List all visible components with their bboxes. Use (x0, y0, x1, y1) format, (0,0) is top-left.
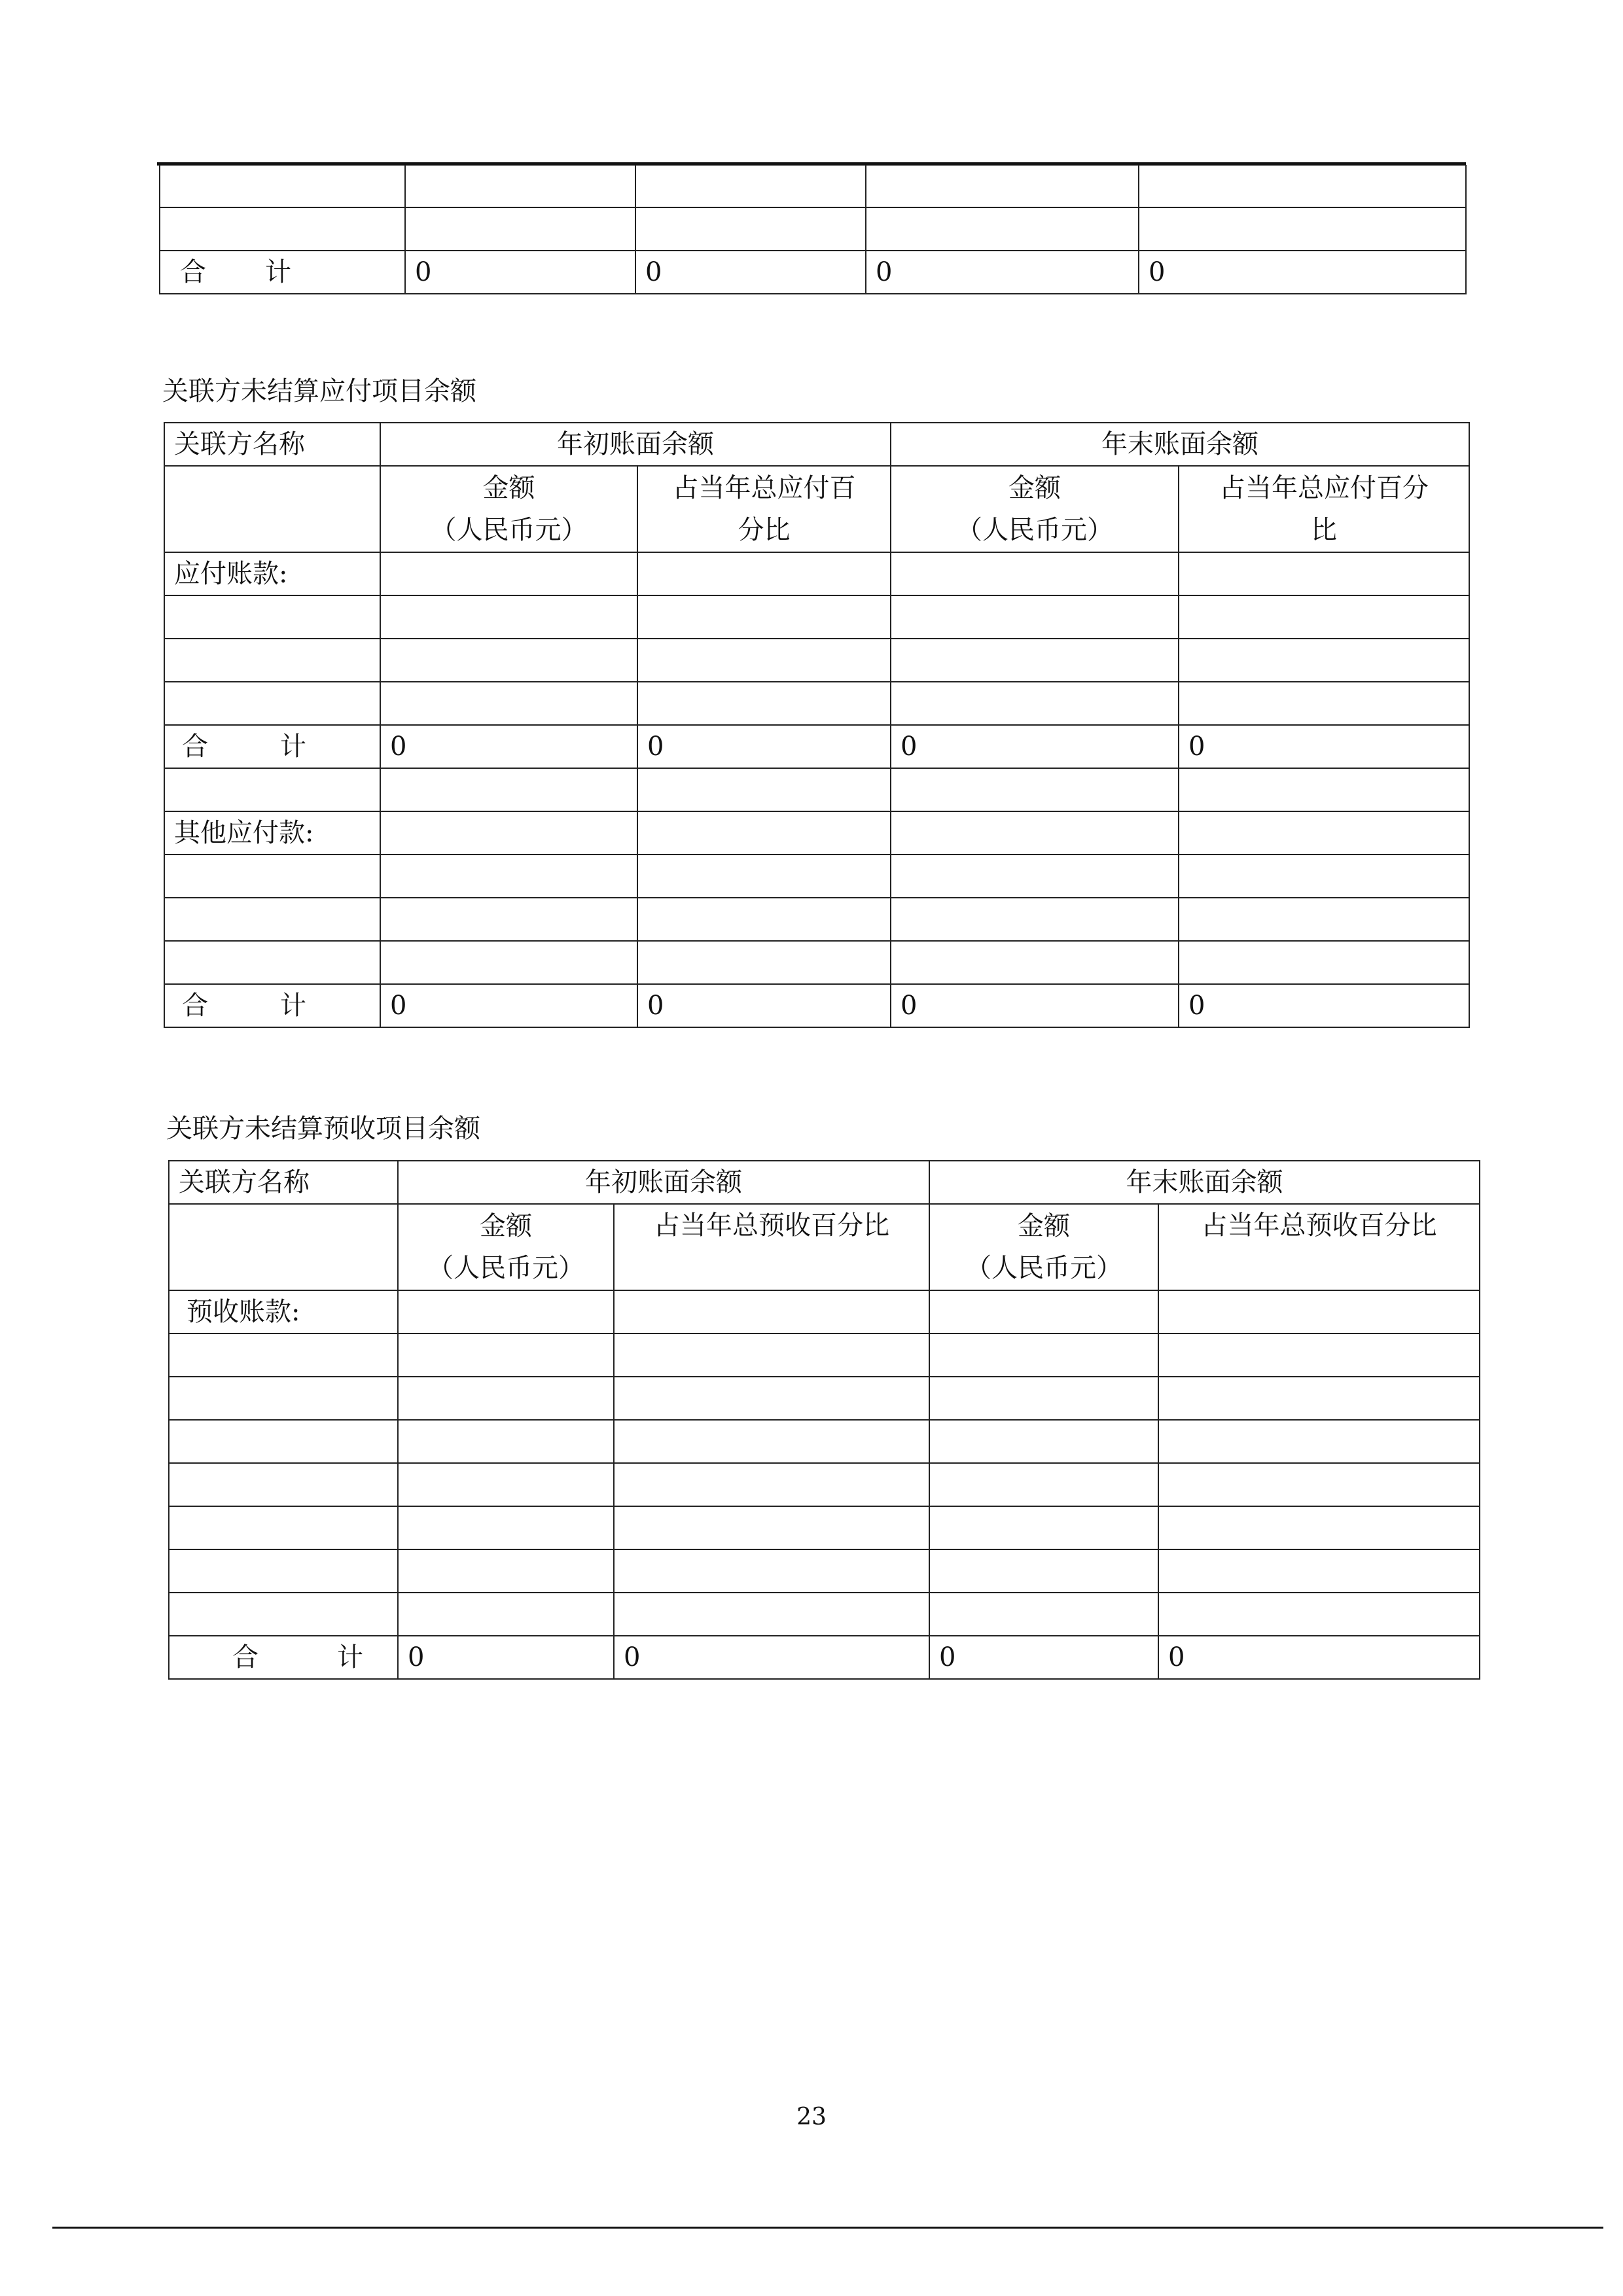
total-label: 合 计 (164, 984, 380, 1027)
table-cell (891, 639, 1179, 682)
table-cell (1158, 1420, 1480, 1463)
total-cell: 0 (398, 1636, 614, 1679)
subheader-amount: 金额 （人民币元） (929, 1204, 1158, 1290)
table-cell (380, 898, 637, 941)
table-cell (398, 1549, 614, 1593)
total-cell: 0 (614, 1636, 929, 1679)
table-row (164, 768, 1469, 811)
table-cell (891, 811, 1179, 855)
table-cell (866, 207, 1139, 251)
table-row (164, 898, 1469, 941)
table-cell (1158, 1593, 1480, 1636)
table-cell (380, 552, 637, 595)
table-cell (1158, 1506, 1480, 1549)
table-cell (1139, 165, 1466, 207)
table-row (164, 855, 1469, 898)
section-title-receivable: 关联方未结算预收项目余额 (166, 1114, 480, 1144)
table-cell (1158, 1549, 1480, 1593)
total-cell: 0 (637, 725, 891, 768)
table-cell (891, 941, 1179, 984)
table-cell (637, 811, 891, 855)
col-header-name: 关联方名称 (169, 1161, 398, 1204)
total-row (169, 1636, 1480, 1679)
table-row (169, 1593, 1480, 1636)
table-cell (929, 1420, 1158, 1463)
header-row (169, 1161, 1480, 1204)
table-cell (1179, 941, 1469, 984)
total-label: 合 计 (160, 251, 405, 294)
table-cell (1158, 1333, 1480, 1377)
table-cell (614, 1290, 929, 1333)
table-cell (891, 682, 1179, 725)
table-cell (635, 207, 866, 251)
subheader-pct: 占当年总应付百分 比 (1179, 466, 1469, 552)
col-header-name: 关联方名称 (164, 423, 380, 466)
table-cell (1158, 1377, 1480, 1420)
table-cell (614, 1593, 929, 1636)
total-label: 合 计 (164, 725, 380, 768)
table-cell (380, 682, 637, 725)
table-cell (164, 595, 380, 639)
table-cell (398, 1290, 614, 1333)
table-cell (891, 898, 1179, 941)
total-cell: 0 (635, 251, 866, 294)
table-cell (164, 855, 380, 898)
table-cell (614, 1377, 929, 1420)
table-cell (891, 855, 1179, 898)
table-cell (1179, 595, 1469, 639)
table-cell (398, 1333, 614, 1377)
table-cell (1158, 1290, 1480, 1333)
table-cell (398, 1593, 614, 1636)
total-cell: 0 (891, 725, 1179, 768)
page-number: 23 (796, 2104, 827, 2130)
table-row (164, 595, 1469, 639)
section-title-payable: 关联方未结算应付项目余额 (162, 376, 476, 406)
table-cell (637, 768, 891, 811)
table-cell (164, 941, 380, 984)
table-cell (160, 165, 405, 207)
table-cell (929, 1463, 1158, 1506)
table-cell (614, 1420, 929, 1463)
table-row (160, 165, 1466, 207)
table-cell (405, 207, 635, 251)
group-label: 应付账款: (164, 552, 380, 595)
table-cell (169, 1549, 398, 1593)
total-row (160, 251, 1466, 294)
table-cell (380, 595, 637, 639)
table-cell (929, 1593, 1158, 1636)
total-cell: 0 (1179, 725, 1469, 768)
table-cell (614, 1333, 929, 1377)
table-row (169, 1549, 1480, 1593)
total-cell: 0 (929, 1636, 1158, 1679)
table-cell (929, 1290, 1158, 1333)
table-cell (929, 1333, 1158, 1377)
table-cell (1179, 811, 1469, 855)
table-cell (1179, 552, 1469, 595)
table-cell (398, 1506, 614, 1549)
table-row (164, 682, 1469, 725)
table-cell (380, 811, 637, 855)
table-cell (169, 1333, 398, 1377)
total-label: 合 计 (169, 1636, 398, 1679)
subheader-row (164, 466, 1469, 552)
total-cell: 0 (891, 984, 1179, 1027)
group-label: 预收账款: (169, 1290, 398, 1333)
table-cell (1179, 639, 1469, 682)
table-cell (637, 855, 891, 898)
table-cell (614, 1549, 929, 1593)
table-cell (891, 595, 1179, 639)
subheader-amount: 金额 （人民币元） (398, 1204, 614, 1290)
table-row (160, 207, 1466, 251)
table-cell (929, 1506, 1158, 1549)
table-cell (1179, 768, 1469, 811)
total-cell: 0 (637, 984, 891, 1027)
total-row (164, 984, 1469, 1027)
table-cell (891, 552, 1179, 595)
table-cell (169, 1593, 398, 1636)
table-cell (637, 941, 891, 984)
bottom-rule (52, 2227, 1603, 2229)
table-cell (637, 595, 891, 639)
table-cell (380, 941, 637, 984)
total-row (164, 725, 1469, 768)
table-cell (1179, 898, 1469, 941)
payable-table (164, 422, 1470, 1028)
table-cell (614, 1506, 929, 1549)
table-cell (169, 1420, 398, 1463)
table-cell (169, 1463, 398, 1506)
table-cell (398, 1420, 614, 1463)
subheader-row (169, 1204, 1480, 1290)
table-cell (169, 1506, 398, 1549)
total-cell: 0 (405, 251, 635, 294)
table-cell (1158, 1463, 1480, 1506)
table-row (164, 941, 1469, 984)
table-row (169, 1333, 1480, 1377)
table-row (169, 1377, 1480, 1420)
table-cell (405, 165, 635, 207)
total-cell: 0 (1179, 984, 1469, 1027)
table-row (169, 1420, 1480, 1463)
table-cell (866, 165, 1139, 207)
table-cell (380, 855, 637, 898)
table-row (169, 1463, 1480, 1506)
table-cell (164, 768, 380, 811)
table-row (169, 1506, 1480, 1549)
subheader-pct: 占当年总预收百分比 (1158, 1204, 1480, 1290)
subheader-amount: 金额 （人民币元） (891, 466, 1179, 552)
total-cell: 0 (1139, 251, 1466, 294)
table-cell (164, 682, 380, 725)
subheader-amount: 金额 （人民币元） (380, 466, 637, 552)
subheader-pct: 占当年总应付百 分比 (637, 466, 891, 552)
table-cell (169, 1377, 398, 1420)
group-row (164, 811, 1469, 855)
top-table (159, 165, 1467, 294)
table-cell (164, 639, 380, 682)
table-cell (637, 552, 891, 595)
table-cell (398, 1377, 614, 1420)
table-cell (380, 639, 637, 682)
receivable-table (168, 1160, 1480, 1680)
table-cell (169, 1204, 398, 1290)
table-cell (635, 165, 866, 207)
table-cell (637, 898, 891, 941)
table-cell (891, 768, 1179, 811)
total-cell: 0 (380, 725, 637, 768)
table-cell (380, 768, 637, 811)
col-header-end: 年末账面余额 (929, 1161, 1480, 1204)
table-cell (1179, 682, 1469, 725)
col-header-end: 年末账面余额 (891, 423, 1469, 466)
total-cell: 0 (380, 984, 637, 1027)
subheader-pct: 占当年总预收百分比 (614, 1204, 929, 1290)
header-row (164, 423, 1469, 466)
table-cell (1179, 855, 1469, 898)
group-row (164, 552, 1469, 595)
table-row (164, 639, 1469, 682)
table-cell (637, 639, 891, 682)
col-header-begin: 年初账面余额 (398, 1161, 929, 1204)
group-label: 其他应付款: (164, 811, 380, 855)
table-cell (929, 1377, 1158, 1420)
table-cell (160, 207, 405, 251)
table-cell (398, 1463, 614, 1506)
group-row (169, 1290, 1480, 1333)
table-cell (637, 682, 891, 725)
total-cell: 0 (866, 251, 1139, 294)
col-header-begin: 年初账面余额 (380, 423, 891, 466)
table-cell (1139, 207, 1466, 251)
table-cell (614, 1463, 929, 1506)
table-cell (929, 1549, 1158, 1593)
table-cell (164, 898, 380, 941)
total-cell: 0 (1158, 1636, 1480, 1679)
table-cell (164, 466, 380, 552)
